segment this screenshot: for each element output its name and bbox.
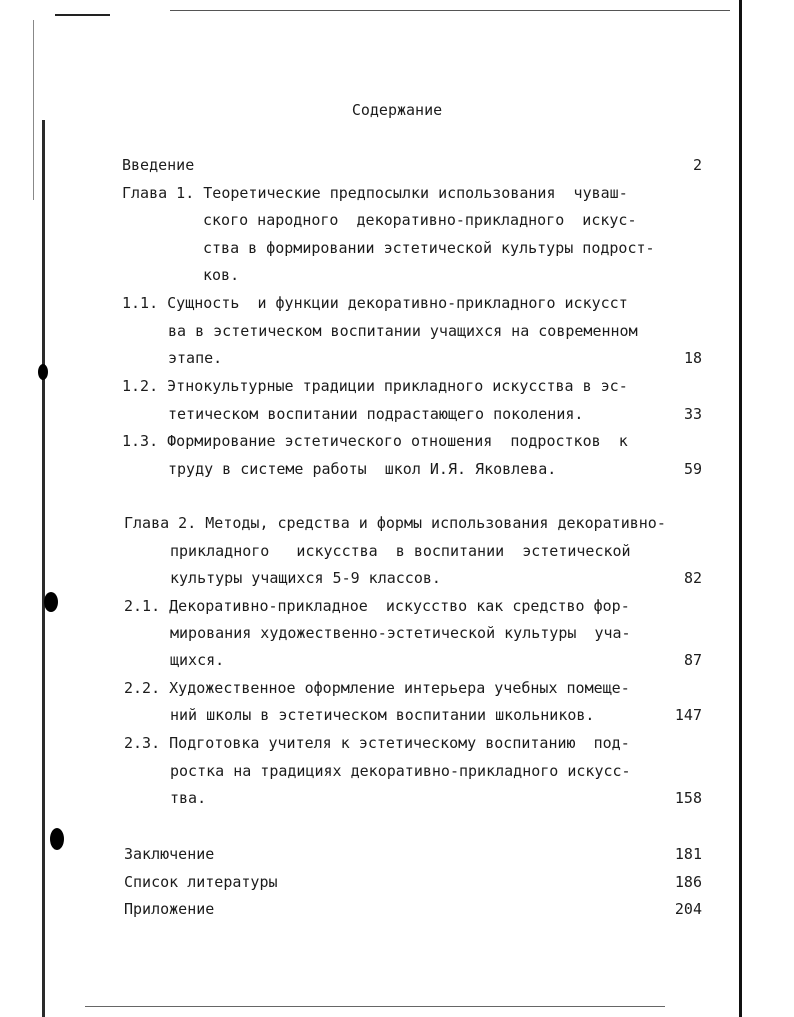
toc-page-number: 18 (683, 349, 702, 367)
toc-page-number: 87 (683, 651, 702, 669)
toc-entry-title: Глава 2. Методы, средства и формы использования декоративно- (124, 514, 666, 532)
toc-page-number: 59 (683, 460, 702, 478)
binder-hole (50, 828, 64, 850)
toc-page-number: 158 (674, 789, 702, 807)
toc-entry-continuation: прикладного искусства в воспитании эстетической (170, 542, 631, 560)
toc-entry-continuation: тетическом воспитании подрастающего поколения. (168, 405, 584, 423)
toc-entry-title: 2.1. Декоративно-прикладное искусство как средство фор- (124, 597, 630, 615)
binder-hole (38, 364, 48, 380)
toc-page-number: 204 (674, 900, 702, 918)
toc-page-number: 147 (674, 706, 702, 724)
toc-entry-continuation: ний школы в эстетическом воспитании школьников. (170, 706, 595, 724)
scan-artifact-top-line (170, 10, 730, 11)
toc-entry-continuation: труду в системе работы школ И.Я. Яковлева. (168, 460, 557, 478)
toc-page-number: 2 (692, 156, 702, 174)
scan-artifact-left-edge (42, 120, 45, 1017)
toc-entry-title: Список литературы (124, 873, 278, 891)
toc-entry-title: Глава 1. Теоретические предпосылки использования чуваш- (122, 184, 628, 202)
toc-entry-continuation: ского народного декоративно-прикладного искус- (203, 211, 637, 229)
toc-entry-continuation: этапе. (168, 349, 223, 367)
toc-page-number: 82 (683, 569, 702, 587)
toc-entry-title: 1.3. Формирование эстетического отношения подростков к (122, 432, 628, 450)
toc-page-number: 186 (674, 873, 702, 891)
toc-entry-title: 2.2. Художественное оформление интерьера учебных помеще- (124, 679, 630, 697)
toc-entry-continuation: ростка на традициях декоративно-прикладного искусс- (170, 762, 631, 780)
scan-artifact-top-mark (55, 14, 110, 16)
toc-entry-continuation: ков. (203, 266, 240, 284)
toc-entry-continuation: щихся. (170, 651, 225, 669)
toc-entry-continuation: культуры учащихся 5-9 классов. (170, 569, 441, 587)
toc-entry-continuation: тва. (170, 789, 207, 807)
page-title: Содержание (351, 101, 443, 119)
binder-hole (44, 592, 58, 612)
toc-entry-title: 1.2. Этнокультурные традиции прикладного искусства в эс- (122, 377, 628, 395)
toc-entry-continuation: мирования художественно-эстетической культуры уча- (170, 624, 631, 642)
toc-entry-continuation: ва в эстетическом воспитании учащихся на современном (168, 322, 638, 340)
toc-entry-continuation: ства в формировании эстетической культуры подрост- (203, 239, 655, 257)
scan-artifact-bottom-line (85, 1006, 665, 1007)
toc-entry-title: Заключение (124, 845, 215, 863)
toc-entry-title: 2.3. Подготовка учителя к эстетическому воспитанию под- (124, 734, 630, 752)
toc-entry-title: 1.1. Сущность и функции декоративно-прикладного искусст (122, 294, 628, 312)
toc-page-number: 33 (683, 405, 702, 423)
scan-artifact-right-edge (739, 0, 742, 1017)
toc-entry-title: Приложение (124, 900, 215, 918)
toc-page-number: 181 (674, 845, 702, 863)
toc-entry-title: Введение (122, 156, 195, 174)
